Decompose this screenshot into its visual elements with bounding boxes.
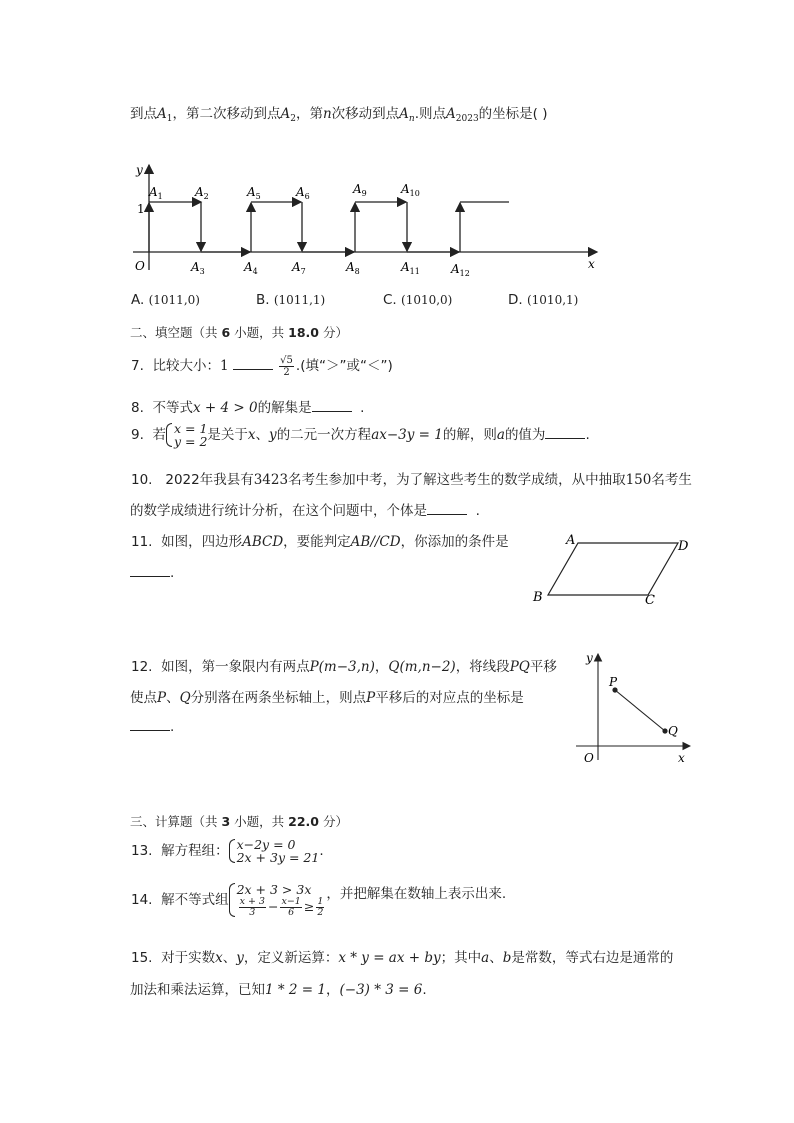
point-label-a2: $A_2$ [195,185,209,201]
section-2-title: 二、填空题（共 6 小题，共 18.0 分） [130,325,348,340]
point-label-a3: $A_3$ [191,260,205,276]
origin-label: O [135,259,145,273]
question-12-line-2: 使点P、Q分别落在两条坐标轴上，则点P平移后的对应点的坐标是 [130,690,524,706]
unit-label: 1 [137,202,145,216]
section-3-title: 三、计算题（共 3 小题，共 22.0 分） [130,814,348,829]
label-b: B [533,590,543,605]
q12-origin-label: O [584,751,594,765]
question-15-line-2: 加法和乘法运算，已知1 * 2 = 1，(−3) * 3 = 6. [130,982,427,998]
option-a[interactable]: A. (1011,0) [131,292,200,308]
answer-blank-12[interactable] [130,718,170,731]
point-label-a9: $A_9$ [353,182,367,198]
segment-pq [615,690,665,731]
question-14: 14. 解不等式组2x + 3 > 3x $\frac{x + 3}{3}$ − $\frac{x-1}{6}$ ≥ $\frac{1}{2}$ ，并把解集在数轴上表示出来. [131,882,507,918]
question-11: 11. 如图，四边形ABCD，要能判定AB//CD，你添加的条件是 [131,534,509,550]
q9-system: x = 1 y = 2 [166,422,207,448]
label-q: Q [668,724,678,738]
q13-system: x−2y = 0 2x + 3y = 21 [229,838,320,864]
question-8: 8. 不等式x + 4 > 0的解集是 . [131,400,365,416]
point-label-a1: $A_1$ [149,185,163,201]
label-d: D [678,539,689,554]
q6-figure [125,155,610,280]
answer-blank-10[interactable] [427,502,467,515]
label-p: P [609,675,618,689]
question-13: 13. 解方程组： x−2y = 0 2x + 3y = 21. [131,837,324,865]
option-d[interactable]: D. (1010,1) [508,292,579,308]
y-axis-label: y [136,163,143,177]
question-10-line-2: 的数学成绩进行统计分析，在这个问题中，个体是 . [130,503,480,519]
q12-figure [572,648,697,770]
sqrt5-over-2: $\frac{√5}{2}$ [280,354,293,378]
q14-system: 2x + 3 > 3x $\frac{x + 3}{3}$ − $\frac{x-1}{6}$ ≥ $\frac{1}{2}$ [229,882,327,918]
question-7: 7. 比较大小：1 $\frac{√5}{2}$ .(填“＞”或“＜”) [131,354,393,378]
point-label-a6: $A_6$ [296,185,310,201]
parallelogram-abcd [548,543,678,595]
question-11-line-2: . [130,564,174,581]
point-q [662,728,667,733]
answer-blank-8[interactable] [312,399,352,412]
answer-blank-7[interactable] [233,357,273,370]
question-15-line-1: 15. 对于实数x、y，定义新运算：x * y = ax + by；其中a、b是常数，等式右边是通常的 [131,950,674,966]
point-label-a10: $A_{10}$ [401,182,420,198]
label-c: C [645,593,655,608]
point-label-a4: $A_4$ [244,260,258,276]
frac-1: $\frac{x + 3}{3}$ [239,896,265,918]
option-c[interactable]: C. (1010,0) [383,292,453,308]
q6-stem: 到点$A_1$，第二次移动到点$A_2$，第n次移动到点$A_n$.则点$A_{2023}$的坐标是( ) [130,106,548,124]
answer-blank-9[interactable] [545,426,585,439]
q12-y-label: y [586,651,593,665]
point-label-a7: $A_7$ [292,260,306,276]
point-label-a8: $A_8$ [346,260,360,276]
question-9: 9. 若 x = 1 y = 2是关于x、y的二元一次方程ax−3y = 1的解，则a的值为 . [131,421,590,449]
point-label-a11: $A_{11}$ [401,260,420,276]
question-12-line-3: . [130,718,174,735]
question-10-line-1: 10. 2022年我县有3423名考生参加中考，为了解这些考生的数学成绩，从中抽取150名考生 [131,472,692,488]
frac-2: $\frac{x-1}{6}$ [281,896,301,918]
q11-figure [528,530,698,610]
question-12-line-1: 12. 如图，第一象限内有两点P(m−3,n)，Q(m,n−2)，将线段PQ平移 [131,659,557,675]
point-label-a5: $A_5$ [247,185,261,201]
x-axis-label: x [588,257,595,271]
point-label-a12: $A_{12}$ [451,262,470,278]
q12-x-label: x [678,751,685,765]
option-b[interactable]: B. (1011,1) [256,292,326,308]
answer-blank-11[interactable] [130,564,170,577]
label-a: A [566,533,576,548]
frac-3: $\frac{1}{2}$ [317,896,324,918]
